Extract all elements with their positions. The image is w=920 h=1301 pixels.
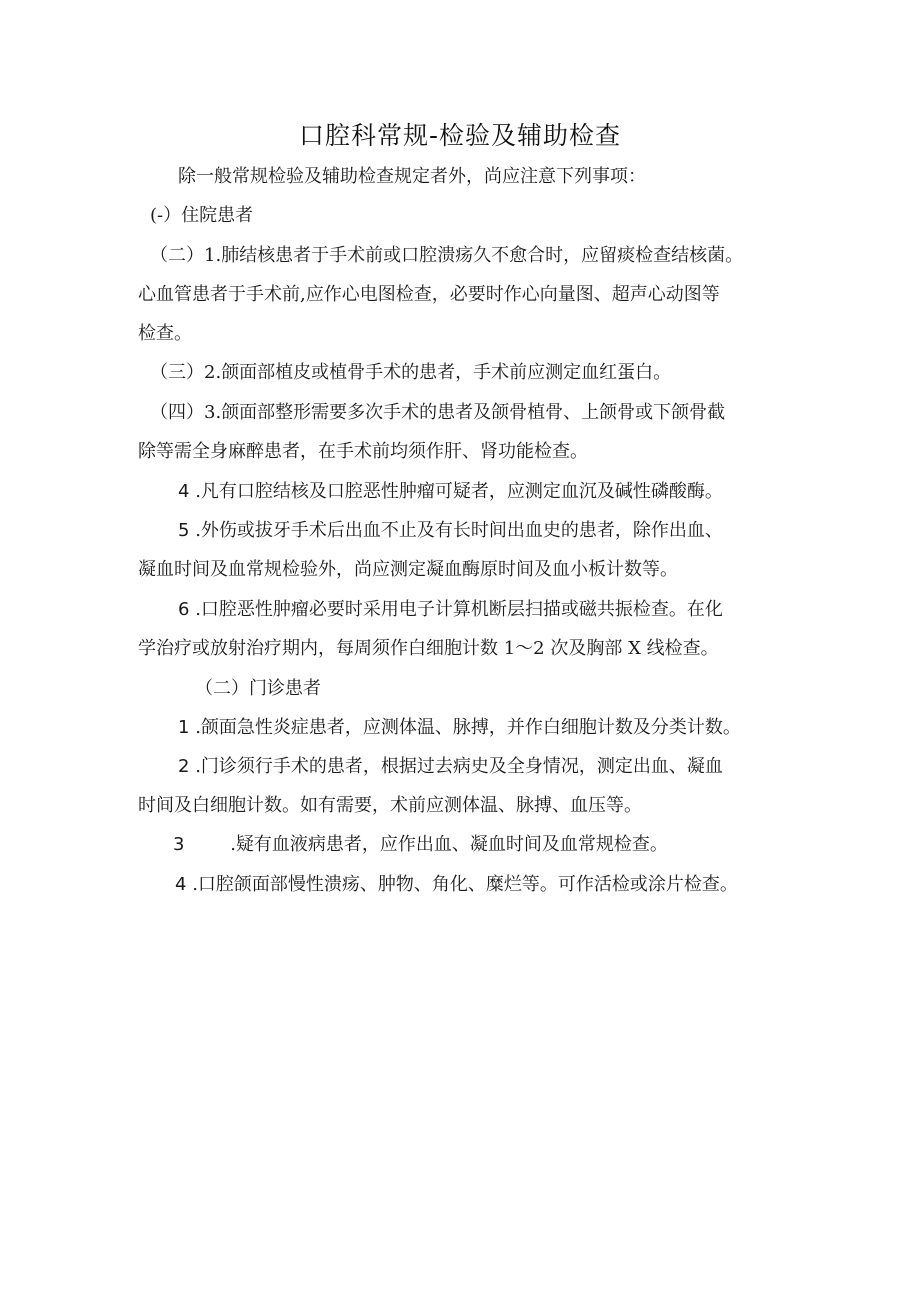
outpatient-item-2 bbox=[178, 755, 838, 779]
item-text: 颌面部植皮或植骨手术的患者，手术前应测定血红蛋白。 bbox=[221, 362, 672, 383]
item-number: 2 bbox=[178, 756, 190, 777]
item-prefix: （三）2. bbox=[150, 362, 222, 383]
document-title: 口腔科常规-检验及辅助检查 bbox=[298, 121, 622, 150]
item-prefix: （二）1. bbox=[150, 245, 222, 266]
outpatient-item-2-continued: 时间及白细胞计数。如有需要，术前应测体温、脉搏、血压等。 bbox=[138, 795, 642, 816]
item-number: 3 bbox=[173, 834, 185, 855]
item-prefix: （四）3. bbox=[150, 402, 222, 423]
inpatient-item-6-continued: 学治疗或放射治疗期内，每周须作白细胞计数 1～2 次及胸部 X 线检查。 bbox=[138, 638, 719, 659]
outpatient-item-3 bbox=[173, 833, 833, 857]
inpatient-item-5-continued: 凝血时间及血常规检验外，尚应测定凝血酶原时间及血小板计数等。 bbox=[138, 559, 678, 580]
item-text: 颌面部整形需要多次手术的患者及颌骨植骨、上颌骨或下颌骨截 bbox=[221, 402, 726, 423]
item-text: .凡有口腔结核及口腔恶性肿瘤可疑者，应测定血沉及碱性磷酸酶。 bbox=[195, 481, 723, 502]
item-text: .颌面急性炎症患者，应测体温、脉搏，并作白细胞计数及分类计数。 bbox=[195, 717, 741, 738]
item-text: .口腔恶性肿瘤必要时采用电子计算机断层扫描或磁共振检查。在化 bbox=[195, 599, 723, 620]
inpatient-item-5 bbox=[178, 519, 838, 543]
item-number: 1 bbox=[178, 717, 190, 738]
inpatient-item-1 bbox=[150, 244, 810, 268]
item-text: 肺结核患者于手术前或口腔溃疡久不愈合时，应留痰检查结核菌。 bbox=[221, 245, 744, 266]
inpatient-item-4 bbox=[178, 480, 838, 504]
item-text: .外伤或拔牙手术后出血不止及有长时间出血史的患者，除作出血、 bbox=[195, 520, 723, 541]
inpatient-item-2 bbox=[150, 361, 810, 385]
outpatient-heading: （二）门诊患者 bbox=[195, 678, 321, 699]
item-text: .门诊须行手术的患者，根据过去病史及全身情况，测定出血、凝血 bbox=[195, 756, 723, 777]
inpatient-item-1-continued: 检查。 bbox=[138, 323, 192, 344]
inpatient-item-3-continued: 除等需全身麻醉患者，在手术前均须作肝、肾功能检查。 bbox=[138, 441, 588, 462]
item-number: 4 bbox=[178, 481, 190, 502]
inpatient-item-6 bbox=[178, 598, 838, 622]
outpatient-item-1 bbox=[178, 716, 838, 740]
inpatient-item-3 bbox=[150, 401, 810, 425]
item-number: 6 bbox=[178, 599, 190, 620]
inpatient-item-1-continued: 心血管患者于手术前,应作心电图检查，必要时作心向量图、超声心动图等 bbox=[138, 284, 720, 305]
inpatient-heading: (-）住院患者 bbox=[150, 205, 254, 226]
outpatient-item-4 bbox=[175, 873, 835, 897]
item-text: .疑有血液病患者，应作出血、凝血时间及血常规检查。 bbox=[230, 834, 668, 855]
item-number: 4 bbox=[175, 874, 187, 895]
item-text: .口腔颌面部慢性溃疡、肿物、角化、糜烂等。可作活检或涂片检查。 bbox=[192, 874, 738, 895]
intro-paragraph: 除一般常规检验及辅助检查规定者外，尚应注意下列事项： bbox=[178, 166, 646, 187]
item-number: 5 bbox=[178, 520, 190, 541]
